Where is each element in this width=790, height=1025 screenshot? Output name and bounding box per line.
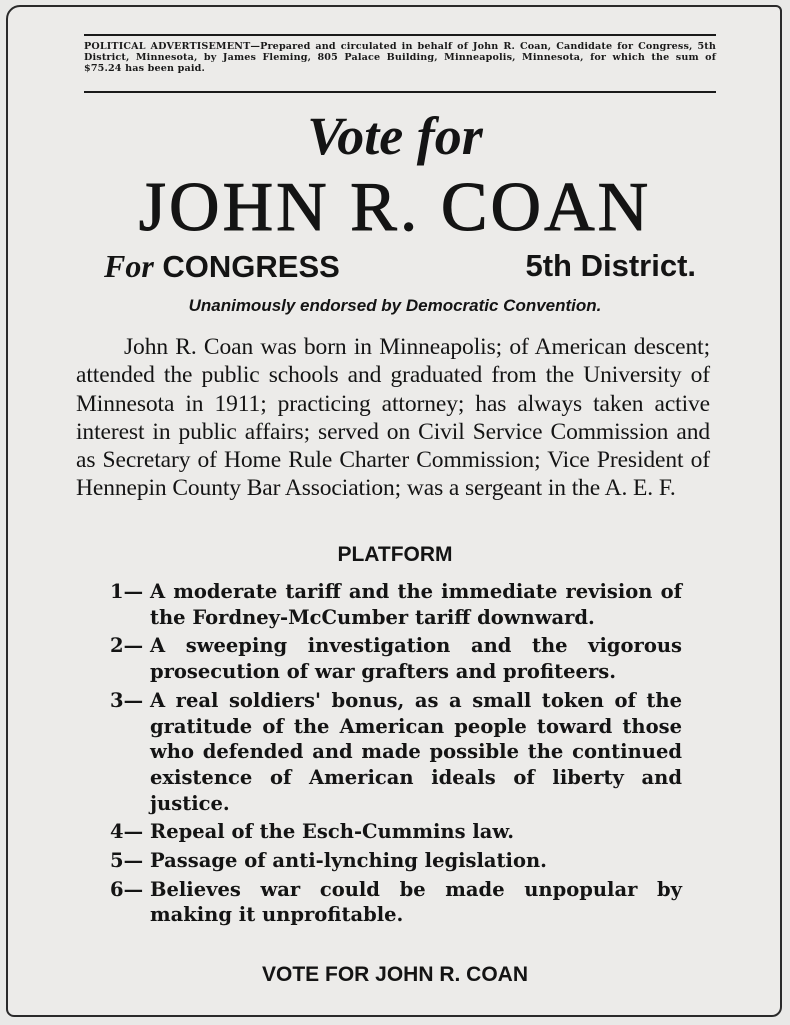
platform-plank bbox=[110, 688, 682, 817]
platform-plank bbox=[110, 633, 682, 684]
office-line bbox=[104, 244, 696, 288]
plank-text: A moderate tariff and the immediate revision of the Fordney-McCumber tariff downward. bbox=[150, 580, 682, 629]
platform-list bbox=[110, 579, 682, 931]
candidate-biography: John R. Coan was born in Minneapolis; of American descent; attended the public schools and graduated from the University of Minnesota in 1911; practicing attorney; has always taken active interest in public affairs; served on Civil Service Commission and as Secretary of Home Rule Charter Commission; Vice President of Hennepin County Bar Association; was a sergeant in the A. E. F. bbox=[76, 334, 710, 502]
plank-text: Passage of anti-lynching legislation. bbox=[150, 849, 547, 873]
for-word: For bbox=[104, 248, 154, 284]
plank-number: 2— bbox=[110, 634, 144, 658]
platform-plank bbox=[110, 848, 682, 874]
plank-number: 3— bbox=[110, 688, 144, 712]
closing-slogan: VOTE FOR JOHN R. COAN bbox=[261, 963, 529, 986]
platform-plank bbox=[110, 819, 682, 845]
candidate-name: JOHN R. COAN bbox=[138, 169, 652, 246]
plank-number: 5— bbox=[110, 849, 144, 873]
plank-number: 1— bbox=[110, 580, 144, 603]
office-name: CONGRESS bbox=[162, 249, 340, 284]
plank-number: 4— bbox=[110, 820, 144, 844]
plank-number: 6— bbox=[110, 877, 144, 901]
plank-text: Believes war could be made unpopular by making it unprofitable. bbox=[150, 877, 682, 927]
plank-text: A real soldiers' bonus, as a small token of the gratitude of the American people toward those who defended and made possible the continued existence of American ideals of liberty and justice. bbox=[150, 688, 682, 815]
vote-for-heading: Vote for bbox=[307, 106, 483, 166]
notice-top-rule bbox=[84, 34, 716, 36]
platform-plank bbox=[110, 579, 682, 630]
plank-text: Repeal of the Esch-Cummins law. bbox=[150, 820, 515, 844]
endorsement-line: Unanimously endorsed by Democratic Convention. bbox=[188, 296, 602, 315]
platform-heading: PLATFORM bbox=[337, 543, 453, 566]
political-advertisement-notice: POLITICAL ADVERTISEMENT—Prepared and circulated in behalf of John R. Coan, Candidate for Congress, 5th District, Minnesota, by James Fleming, 805 Palace Building, Minneapolis, Minnesota, for which the sum of $75.24 has been paid. bbox=[84, 41, 716, 74]
notice-bottom-rule bbox=[84, 91, 716, 93]
district-label: 5th District. bbox=[525, 248, 696, 283]
plank-text: A sweeping investigation and the vigorous prosecution of war grafters and profiteers. bbox=[150, 634, 682, 684]
platform-plank bbox=[110, 877, 682, 928]
